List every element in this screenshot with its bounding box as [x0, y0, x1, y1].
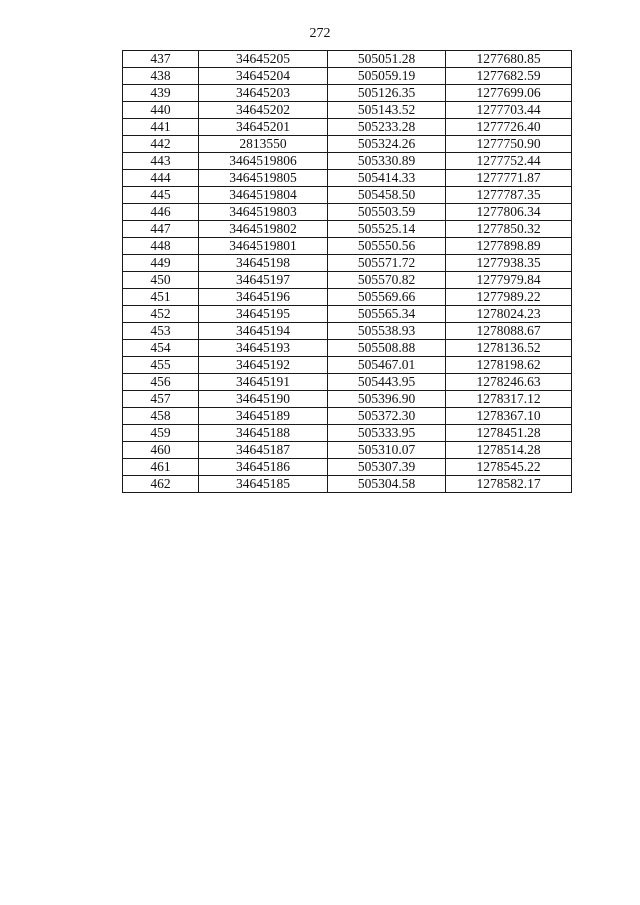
point-id-cell: 34645192 — [199, 357, 328, 374]
point-number-cell: 454 — [123, 340, 199, 357]
y-coordinate-cell: 1277806.34 — [446, 204, 572, 221]
x-coordinate-cell: 505571.72 — [328, 255, 446, 272]
y-coordinate-cell: 1278317.12 — [446, 391, 572, 408]
y-coordinate-cell: 1278514.28 — [446, 442, 572, 459]
x-coordinate-cell: 505569.66 — [328, 289, 446, 306]
y-coordinate-cell: 1278246.63 — [446, 374, 572, 391]
point-id-cell: 34645201 — [199, 119, 328, 136]
y-coordinate-cell: 1277938.35 — [446, 255, 572, 272]
y-coordinate-cell: 1278367.10 — [446, 408, 572, 425]
x-coordinate-cell: 505143.52 — [328, 102, 446, 119]
x-coordinate-cell: 505458.50 — [328, 187, 446, 204]
point-number-cell: 452 — [123, 306, 199, 323]
table-row — [123, 289, 572, 306]
point-number-cell: 451 — [123, 289, 199, 306]
x-coordinate-cell: 505467.01 — [328, 357, 446, 374]
y-coordinate-cell: 1277898.89 — [446, 238, 572, 255]
point-id-cell: 34645187 — [199, 442, 328, 459]
x-coordinate-cell: 505330.89 — [328, 153, 446, 170]
y-coordinate-cell: 1278088.67 — [446, 323, 572, 340]
point-id-cell: 34645197 — [199, 272, 328, 289]
table-row — [123, 136, 572, 153]
point-id-cell: 34645204 — [199, 68, 328, 85]
y-coordinate-cell: 1277726.40 — [446, 119, 572, 136]
point-number-cell: 443 — [123, 153, 199, 170]
point-id-cell: 34645185 — [199, 476, 328, 493]
point-number-cell: 439 — [123, 85, 199, 102]
point-number-cell: 455 — [123, 357, 199, 374]
y-coordinate-cell: 1277752.44 — [446, 153, 572, 170]
y-coordinate-cell: 1277979.84 — [446, 272, 572, 289]
point-id-cell: 34645202 — [199, 102, 328, 119]
x-coordinate-cell: 505051.28 — [328, 51, 446, 68]
y-coordinate-cell: 1277750.90 — [446, 136, 572, 153]
point-number-cell: 461 — [123, 459, 199, 476]
table-row — [123, 170, 572, 187]
y-coordinate-cell: 1277680.85 — [446, 51, 572, 68]
point-id-cell: 34645191 — [199, 374, 328, 391]
table-row — [123, 476, 572, 493]
table-row — [123, 374, 572, 391]
coordinates-table — [122, 50, 572, 493]
table-row — [123, 51, 572, 68]
table-row — [123, 187, 572, 204]
x-coordinate-cell: 505550.56 — [328, 238, 446, 255]
y-coordinate-cell: 1277989.22 — [446, 289, 572, 306]
table-row — [123, 442, 572, 459]
x-coordinate-cell: 505414.33 — [328, 170, 446, 187]
x-coordinate-cell: 505565.34 — [328, 306, 446, 323]
table-row — [123, 85, 572, 102]
point-id-cell: 34645203 — [199, 85, 328, 102]
x-coordinate-cell: 505324.26 — [328, 136, 446, 153]
point-number-cell: 456 — [123, 374, 199, 391]
point-number-cell: 447 — [123, 221, 199, 238]
table-body — [123, 51, 572, 493]
table-row — [123, 408, 572, 425]
table-row — [123, 306, 572, 323]
point-number-cell: 437 — [123, 51, 199, 68]
table-row — [123, 119, 572, 136]
y-coordinate-cell: 1278545.22 — [446, 459, 572, 476]
table-row — [123, 238, 572, 255]
page-number: 272 — [309, 26, 331, 41]
y-coordinate-cell: 1277703.44 — [446, 102, 572, 119]
point-id-cell: 34645190 — [199, 391, 328, 408]
point-id-cell: 34645189 — [199, 408, 328, 425]
point-id-cell: 2813550 — [199, 136, 328, 153]
y-coordinate-cell: 1278136.52 — [446, 340, 572, 357]
y-coordinate-cell: 1277771.87 — [446, 170, 572, 187]
x-coordinate-cell: 505333.95 — [328, 425, 446, 442]
x-coordinate-cell: 505525.14 — [328, 221, 446, 238]
table-row — [123, 459, 572, 476]
x-coordinate-cell: 505310.07 — [328, 442, 446, 459]
y-coordinate-cell: 1277682.59 — [446, 68, 572, 85]
point-id-cell: 34645195 — [199, 306, 328, 323]
point-id-cell: 3464519805 — [199, 170, 328, 187]
point-number-cell: 448 — [123, 238, 199, 255]
point-id-cell: 34645194 — [199, 323, 328, 340]
point-number-cell: 460 — [123, 442, 199, 459]
table-row — [123, 102, 572, 119]
x-coordinate-cell: 505059.19 — [328, 68, 446, 85]
point-number-cell: 457 — [123, 391, 199, 408]
x-coordinate-cell: 505503.59 — [328, 204, 446, 221]
x-coordinate-cell: 505538.93 — [328, 323, 446, 340]
point-number-cell: 458 — [123, 408, 199, 425]
x-coordinate-cell: 505443.95 — [328, 374, 446, 391]
x-coordinate-cell: 505396.90 — [328, 391, 446, 408]
point-number-cell: 441 — [123, 119, 199, 136]
x-coordinate-cell: 505304.58 — [328, 476, 446, 493]
point-number-cell: 444 — [123, 170, 199, 187]
point-id-cell: 3464519806 — [199, 153, 328, 170]
y-coordinate-cell: 1277699.06 — [446, 85, 572, 102]
y-coordinate-cell: 1278451.28 — [446, 425, 572, 442]
x-coordinate-cell: 505372.30 — [328, 408, 446, 425]
y-coordinate-cell: 1277850.32 — [446, 221, 572, 238]
point-number-cell: 440 — [123, 102, 199, 119]
point-number-cell: 462 — [123, 476, 199, 493]
point-id-cell: 34645205 — [199, 51, 328, 68]
x-coordinate-cell: 505508.88 — [328, 340, 446, 357]
point-number-cell: 449 — [123, 255, 199, 272]
point-id-cell: 3464519802 — [199, 221, 328, 238]
table-row — [123, 340, 572, 357]
table-row — [123, 68, 572, 85]
table-row — [123, 323, 572, 340]
x-coordinate-cell: 505126.35 — [328, 85, 446, 102]
x-coordinate-cell: 505233.28 — [328, 119, 446, 136]
point-number-cell: 438 — [123, 68, 199, 85]
x-coordinate-cell: 505570.82 — [328, 272, 446, 289]
point-number-cell: 445 — [123, 187, 199, 204]
point-number-cell: 442 — [123, 136, 199, 153]
table-row — [123, 204, 572, 221]
point-id-cell: 34645188 — [199, 425, 328, 442]
point-id-cell: 34645196 — [199, 289, 328, 306]
table-row — [123, 255, 572, 272]
point-number-cell: 446 — [123, 204, 199, 221]
point-id-cell: 34645193 — [199, 340, 328, 357]
point-id-cell: 3464519801 — [199, 238, 328, 255]
point-number-cell: 453 — [123, 323, 199, 340]
point-id-cell: 34645198 — [199, 255, 328, 272]
table-row — [123, 153, 572, 170]
y-coordinate-cell: 1278582.17 — [446, 476, 572, 493]
table-row — [123, 221, 572, 238]
point-number-cell: 450 — [123, 272, 199, 289]
point-number-cell: 459 — [123, 425, 199, 442]
y-coordinate-cell: 1277787.35 — [446, 187, 572, 204]
table-row — [123, 272, 572, 289]
x-coordinate-cell: 505307.39 — [328, 459, 446, 476]
point-id-cell: 3464519804 — [199, 187, 328, 204]
point-id-cell: 3464519803 — [199, 204, 328, 221]
y-coordinate-cell: 1278024.23 — [446, 306, 572, 323]
y-coordinate-cell: 1278198.62 — [446, 357, 572, 374]
point-id-cell: 34645186 — [199, 459, 328, 476]
table-row — [123, 391, 572, 408]
table-row — [123, 357, 572, 374]
table-row — [123, 425, 572, 442]
